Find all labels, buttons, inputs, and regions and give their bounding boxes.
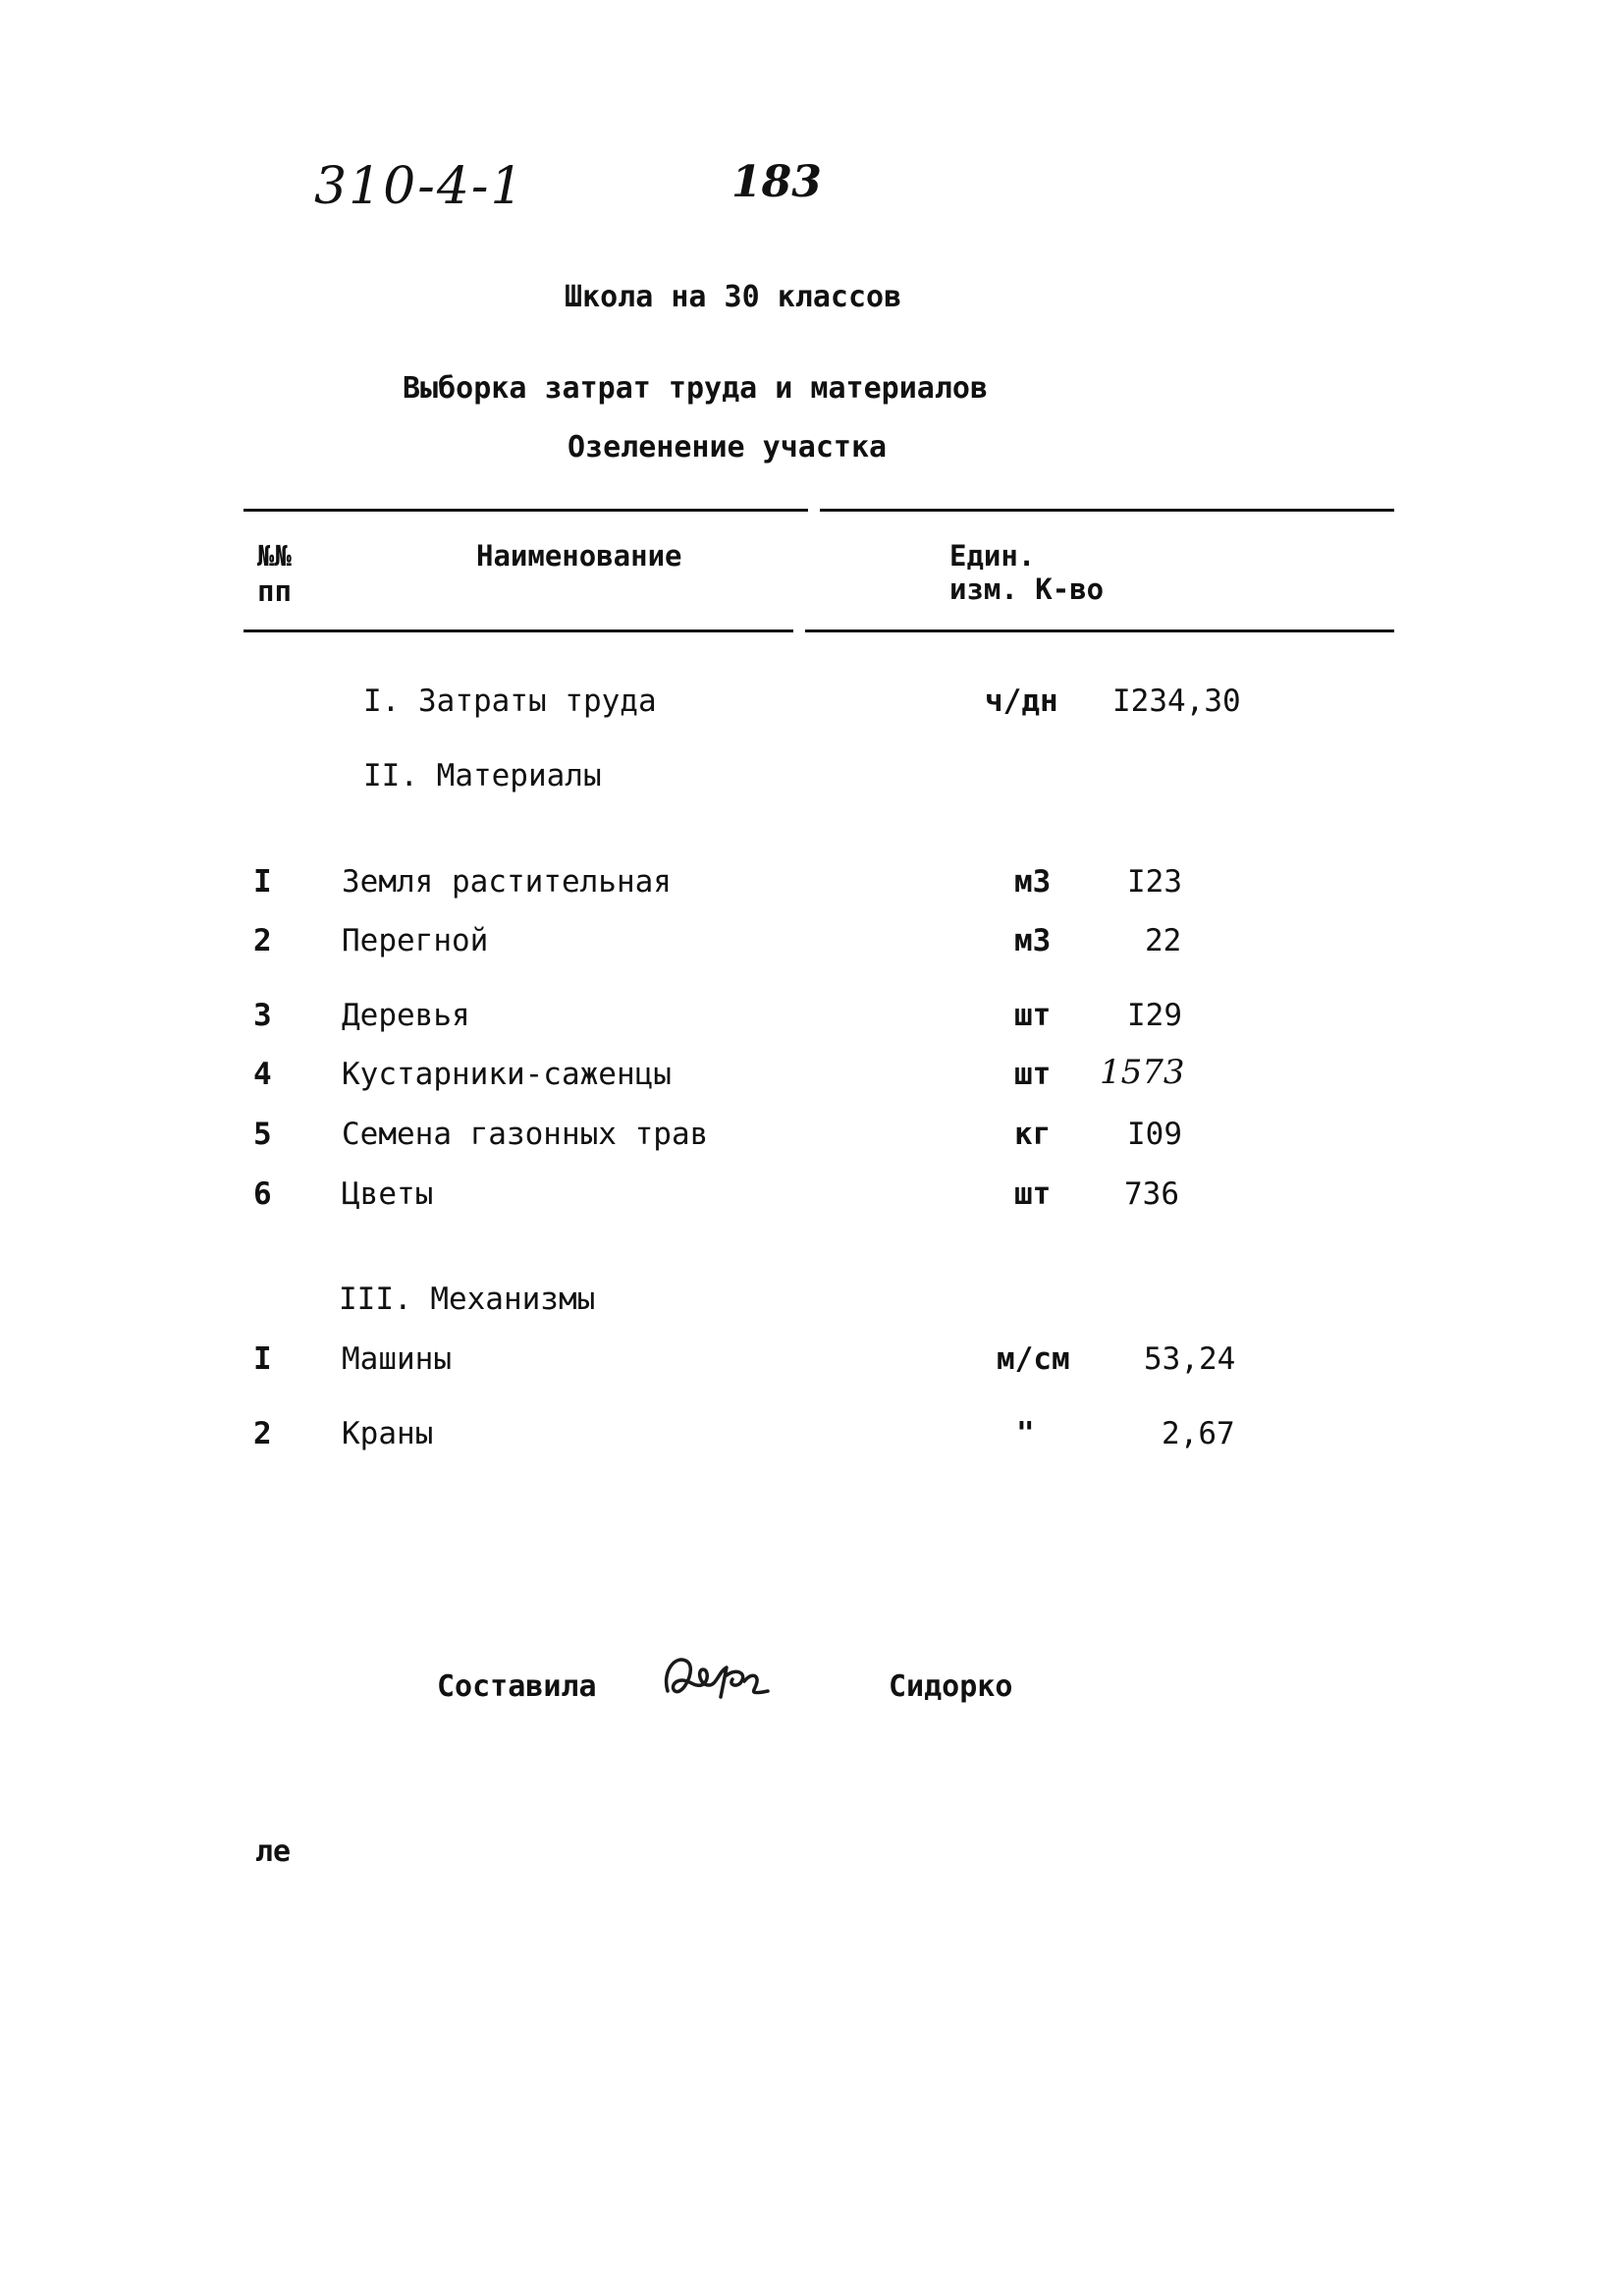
header-rule-bottom xyxy=(243,629,793,632)
compiled-by-label: Составила xyxy=(437,1669,597,1704)
labor-unit: ч/дн xyxy=(985,683,1058,719)
row-number: I xyxy=(253,864,272,900)
signature-image xyxy=(658,1642,781,1711)
column-header-number: №№ пп xyxy=(257,539,292,608)
document-title: Школа на 30 классов xyxy=(565,280,902,314)
row-unit: кг xyxy=(1014,1117,1052,1152)
row-unit: шт xyxy=(1014,1176,1052,1212)
row-name: Краны xyxy=(342,1416,434,1451)
row-name: Цветы xyxy=(342,1176,434,1212)
document-subtitle: Выборка затрат труда и материалов xyxy=(403,371,989,406)
row-name: Кустарники-саженцы xyxy=(342,1057,672,1092)
labor-quantity: I234,30 xyxy=(1112,683,1241,719)
row-quantity: I23 xyxy=(1127,864,1182,900)
row-quantity: 1573 xyxy=(1100,1053,1185,1092)
compiled-by-name: Сидорко xyxy=(889,1669,1013,1704)
row-unit: м3 xyxy=(1014,864,1052,900)
section-title: Озеленение участка xyxy=(568,430,888,465)
row-unit: шт xyxy=(1014,998,1052,1033)
page-number-handwritten: 183 xyxy=(731,157,822,207)
row-unit: м/см xyxy=(997,1341,1070,1377)
column-header-name: Наименование xyxy=(476,539,682,573)
row-name: Деревья xyxy=(342,998,470,1033)
row-number: 6 xyxy=(253,1176,272,1212)
row-name: Машины xyxy=(342,1341,452,1377)
row-quantity: I29 xyxy=(1127,998,1182,1033)
row-number: 2 xyxy=(253,1416,272,1451)
header-rule-top xyxy=(243,509,808,512)
row-number: I xyxy=(253,1341,272,1377)
footer-mark: ле xyxy=(255,1834,292,1869)
row-number: 3 xyxy=(253,998,272,1033)
row-unit: " xyxy=(1016,1416,1035,1451)
row-unit: шт xyxy=(1014,1057,1052,1092)
row-number: 2 xyxy=(253,923,272,958)
column-header-unit-qty: изм. К-во xyxy=(949,573,1105,606)
row-name: Семена газонных трав xyxy=(342,1117,709,1152)
labor-section-title: I. Затраты труда xyxy=(363,683,657,719)
row-quantity: 22 xyxy=(1145,923,1182,958)
header-rule-top xyxy=(820,509,1394,512)
row-unit: м3 xyxy=(1014,923,1052,958)
column-header-unit: Един. xyxy=(949,539,1036,573)
row-number: 4 xyxy=(253,1057,272,1092)
row-quantity: 736 xyxy=(1124,1176,1179,1212)
row-name: Перегной xyxy=(342,923,489,958)
document-code-handwritten: 310-4-1 xyxy=(314,157,525,216)
materials-section-title: II. Материалы xyxy=(363,758,602,793)
header-rule-bottom xyxy=(805,629,1394,632)
row-quantity: 53,24 xyxy=(1144,1341,1236,1377)
row-quantity: 2,67 xyxy=(1162,1416,1235,1451)
row-quantity: I09 xyxy=(1127,1117,1182,1152)
mechanisms-section-title: III. Механизмы xyxy=(339,1282,596,1317)
row-number: 5 xyxy=(253,1117,272,1152)
row-name: Земля растительная xyxy=(342,864,672,900)
